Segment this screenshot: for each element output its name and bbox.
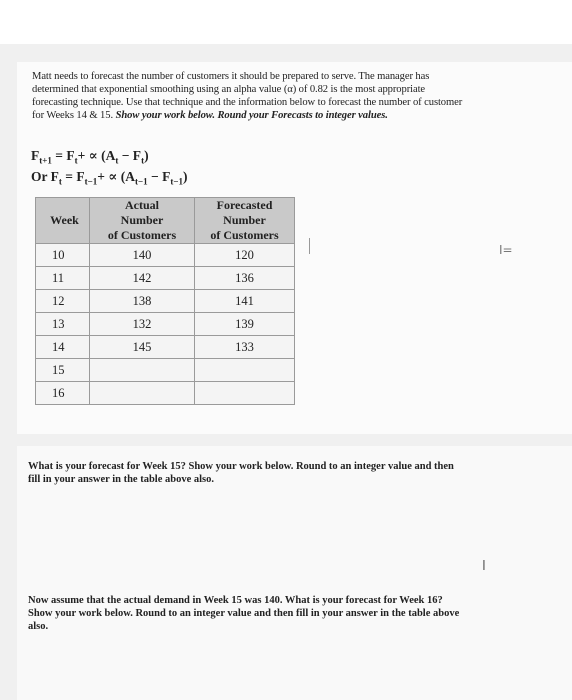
cell-week: 12 <box>36 290 90 313</box>
cell-actual-week16-input[interactable] <box>90 382 195 405</box>
intro-text <box>32 70 572 122</box>
intro-line: forecasting technique. Use that technique and the information below to forecast the number of customer <box>32 97 463 108</box>
intro-line: for Weeks 14 & 15. Show your work below. Round your Forecasts to integer values. <box>32 110 388 121</box>
question-panel[interactable] <box>17 446 572 700</box>
cell-week: 15 <box>36 359 90 382</box>
cell-actual: 138 <box>90 290 195 313</box>
cell-week: 11 <box>36 267 90 290</box>
header-forecast: Forecasted Number of Customers <box>195 198 295 244</box>
cell-actual: 132 <box>90 313 195 336</box>
cell-forecast-week16-input[interactable] <box>195 382 295 405</box>
cell-actual: 145 <box>90 336 195 359</box>
text-cursor-icon: I= <box>499 243 513 257</box>
table-row <box>36 290 295 313</box>
question-week16: Now assume that the actual demand in Week 15 was 140. What is your forecast for Week 16? Show your work below. Round to an integer value and then fill in your answer in the table above also. <box>28 595 460 632</box>
table-header-row <box>36 198 295 244</box>
cell-actual-week15-input[interactable] <box>90 359 195 382</box>
cell-week: 10 <box>36 244 90 267</box>
forecast-table <box>35 197 295 405</box>
intro-line: determined that exponential smoothing using an alpha value (α) of 0.82 is the most appropriate <box>32 84 426 95</box>
intro-emphasis: Show your work below. Round your Forecasts to integer values. <box>115 110 388 121</box>
cell-forecast: 136 <box>195 267 295 290</box>
cell-week: 13 <box>36 313 90 336</box>
cell-actual: 142 <box>90 267 195 290</box>
cell-forecast: 139 <box>195 313 295 336</box>
intro-line: Matt needs to forecast the number of customers it should be prepared to serve. The manager has <box>32 71 430 82</box>
question-week15: What is your forecast for Week 15? Show your work below. Round to an integer value and then fill in your answer in the table above also. <box>28 461 454 485</box>
formula-forward: $F_{t+1} = F_t+ \propto (A_t - F_t)$ <box>31 148 149 166</box>
cell-forecast: 120 <box>195 244 295 267</box>
formula-backward: Or $F_t = F_{t-1}+ \propto (A_{t-1} - F_{t-1})$ <box>31 169 188 187</box>
cell-forecast: 141 <box>195 290 295 313</box>
cell-forecast: 133 <box>195 336 295 359</box>
table-row <box>36 267 295 290</box>
table-row <box>36 244 295 267</box>
cell-week: 16 <box>36 382 90 405</box>
cell-actual: 140 <box>90 244 195 267</box>
text-cursor-icon: I <box>482 559 486 574</box>
header-actual: Actual Number of Customers <box>90 198 195 244</box>
table-row <box>36 359 295 382</box>
header-week: Week <box>36 198 90 244</box>
table-row <box>36 313 295 336</box>
table-edge-mark <box>309 238 310 254</box>
problem-panel <box>17 62 572 434</box>
cell-week: 14 <box>36 336 90 359</box>
top-bar <box>0 0 572 44</box>
table-row <box>36 382 295 405</box>
table-row <box>36 336 295 359</box>
cell-forecast-week15-input[interactable] <box>195 359 295 382</box>
